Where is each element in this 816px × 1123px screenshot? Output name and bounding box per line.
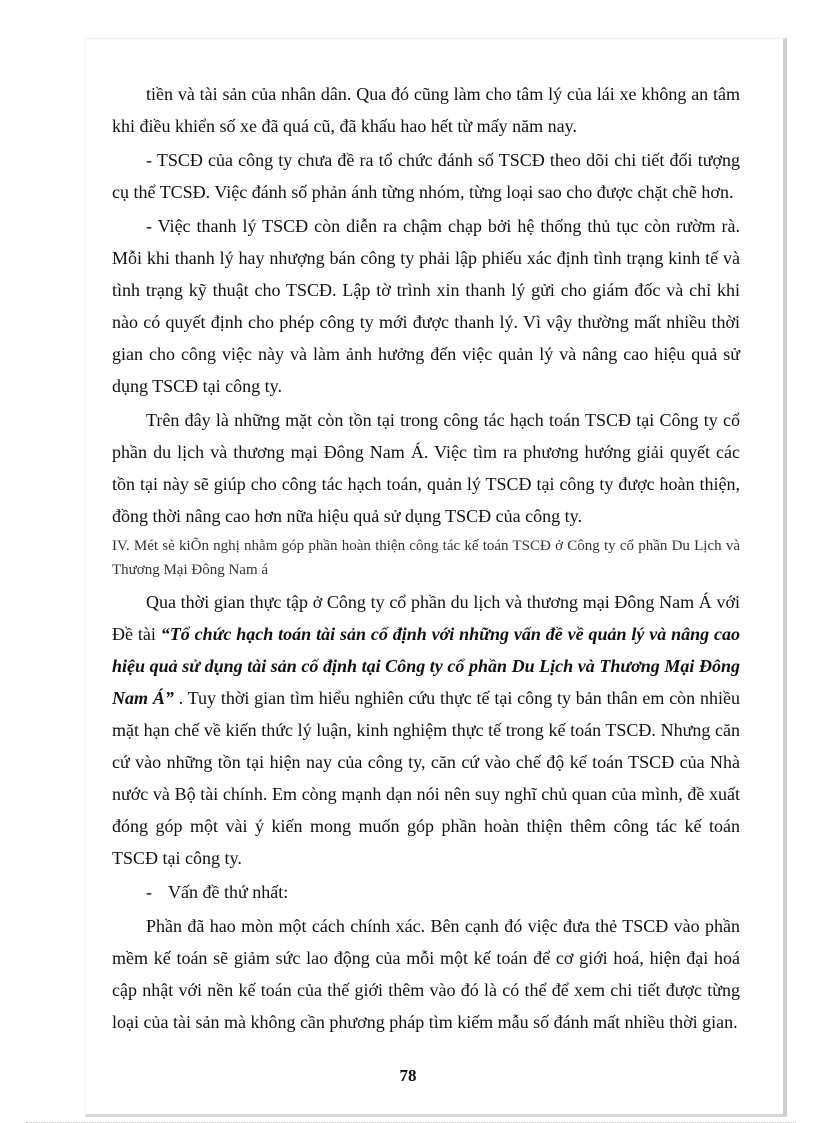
page-number: 78: [399, 1066, 417, 1085]
thesis-title: “Tổ chức hạch toán tài sản cố định với những vấn đề về quản lý và nâng cao hiệu quả sử dụng tài sản cố định tại Công ty cổ phần Du Lịch và Thương Mại Đông Nam Á”: [112, 624, 741, 708]
paragraph-6: Phần đã hao mòn một cách chính xác. Bên cạnh đó việc đưa thẻ TSCĐ vào phần mềm kế toán sẽ giảm sức lao động của mỗi một kế toán để cơ giới hoá, hiện đại hoá cập nhật với nền kế toán của thế giới thêm vào đó là có thể để xem chi tiết được từng loại của tài sản mà không cần phương pháp tìm kiếm mẫu số đánh mất nhiều thời gian.: [112, 916, 740, 1032]
section-heading: IV. Mét sè kiÕn nghị nhằm góp phần hoàn thiện công tác kế toán TSCĐ ở Công ty cổ phần Du Lịch và Thương Mại Đông Nam á: [112, 538, 740, 578]
list-dash: -: [146, 882, 152, 902]
paragraph-1: tiền và tài sản của nhân dân. Qua đó cũng làm cho tâm lý của lái xe không an tâm khi điều khiển số xe đã quá cũ, đã khấu hao hết từ mấy năm nay.: [112, 84, 740, 136]
list-item: [112, 876, 740, 908]
document-body: [112, 78, 740, 1040]
paragraph-5: [112, 586, 740, 874]
paragraph-5-lead: Qua thời gian thực tập ở Công ty cổ phần du lịch và thương mại Đông Nam Á với Đề tài: [112, 592, 740, 644]
paragraph-4: Trên đây là những mặt còn tồn tại trong công tác hạch toán TSCĐ tại Công ty cổ phần du lịch và thương mại Đông Nam Á. Việc tìm ra phương hướng giải quyết các tồn tại này sẽ giúp cho công tác hạch toán, quản lý TSCĐ tại công ty được hoàn thiện, đồng thời nâng cao hơn nữa hiệu quả sử dụng TSCĐ của công ty.: [112, 410, 740, 526]
list-item-label: Vấn đề thứ nhất:: [168, 882, 289, 902]
paragraph-3: - Việc thanh lý TSCĐ còn diễn ra chậm chạp bởi hệ thống thủ tục còn rườm rà. Mỗi khi thanh lý hay nhượng bán công ty phải lập phiếu xác định tình trạng kinh tế và tình trạng kỹ thuật cho TSCĐ. Lập tờ trình xin thanh lý gửi cho giám đốc và chỉ khi nào có quyết định cho phép công ty mới được thanh lý. Vì vậy thường mất nhiều thời gian cho công việc này và làm ảnh hưởng đến việc quản lý và nâng cao hiệu quả sử dụng TSCĐ tại công ty.: [112, 216, 740, 396]
paragraph-2: - TSCĐ của công ty chưa đề ra tổ chức đánh số TSCĐ theo dõi chi tiết đối tượng cụ thể TCSĐ. Việc đánh số phản ánh từng nhóm, từng loại sao cho được chặt chẽ hơn.: [112, 150, 740, 202]
paragraph-5-rest: . Tuy thời gian tìm hiểu nghiên cứu thực tế tại công ty bản thân em còn nhiều mặt hạn chế về kiến thức lý luận, kinh nghiệm thực tế trong kế toán TSCĐ. Nhưng căn cứ vào những tồn tại hiện nay của công ty, căn cứ vào chế độ kế toán TSCĐ của Nhà nước và Bộ tài chính. Em còng mạnh dạn nói nên suy nghĩ chủ quan của mình, đề xuất đóng góp một vài ý kiến mong muốn góp phần hoàn thiện thêm công tác kế toán TSCĐ tại công ty.: [112, 688, 740, 868]
